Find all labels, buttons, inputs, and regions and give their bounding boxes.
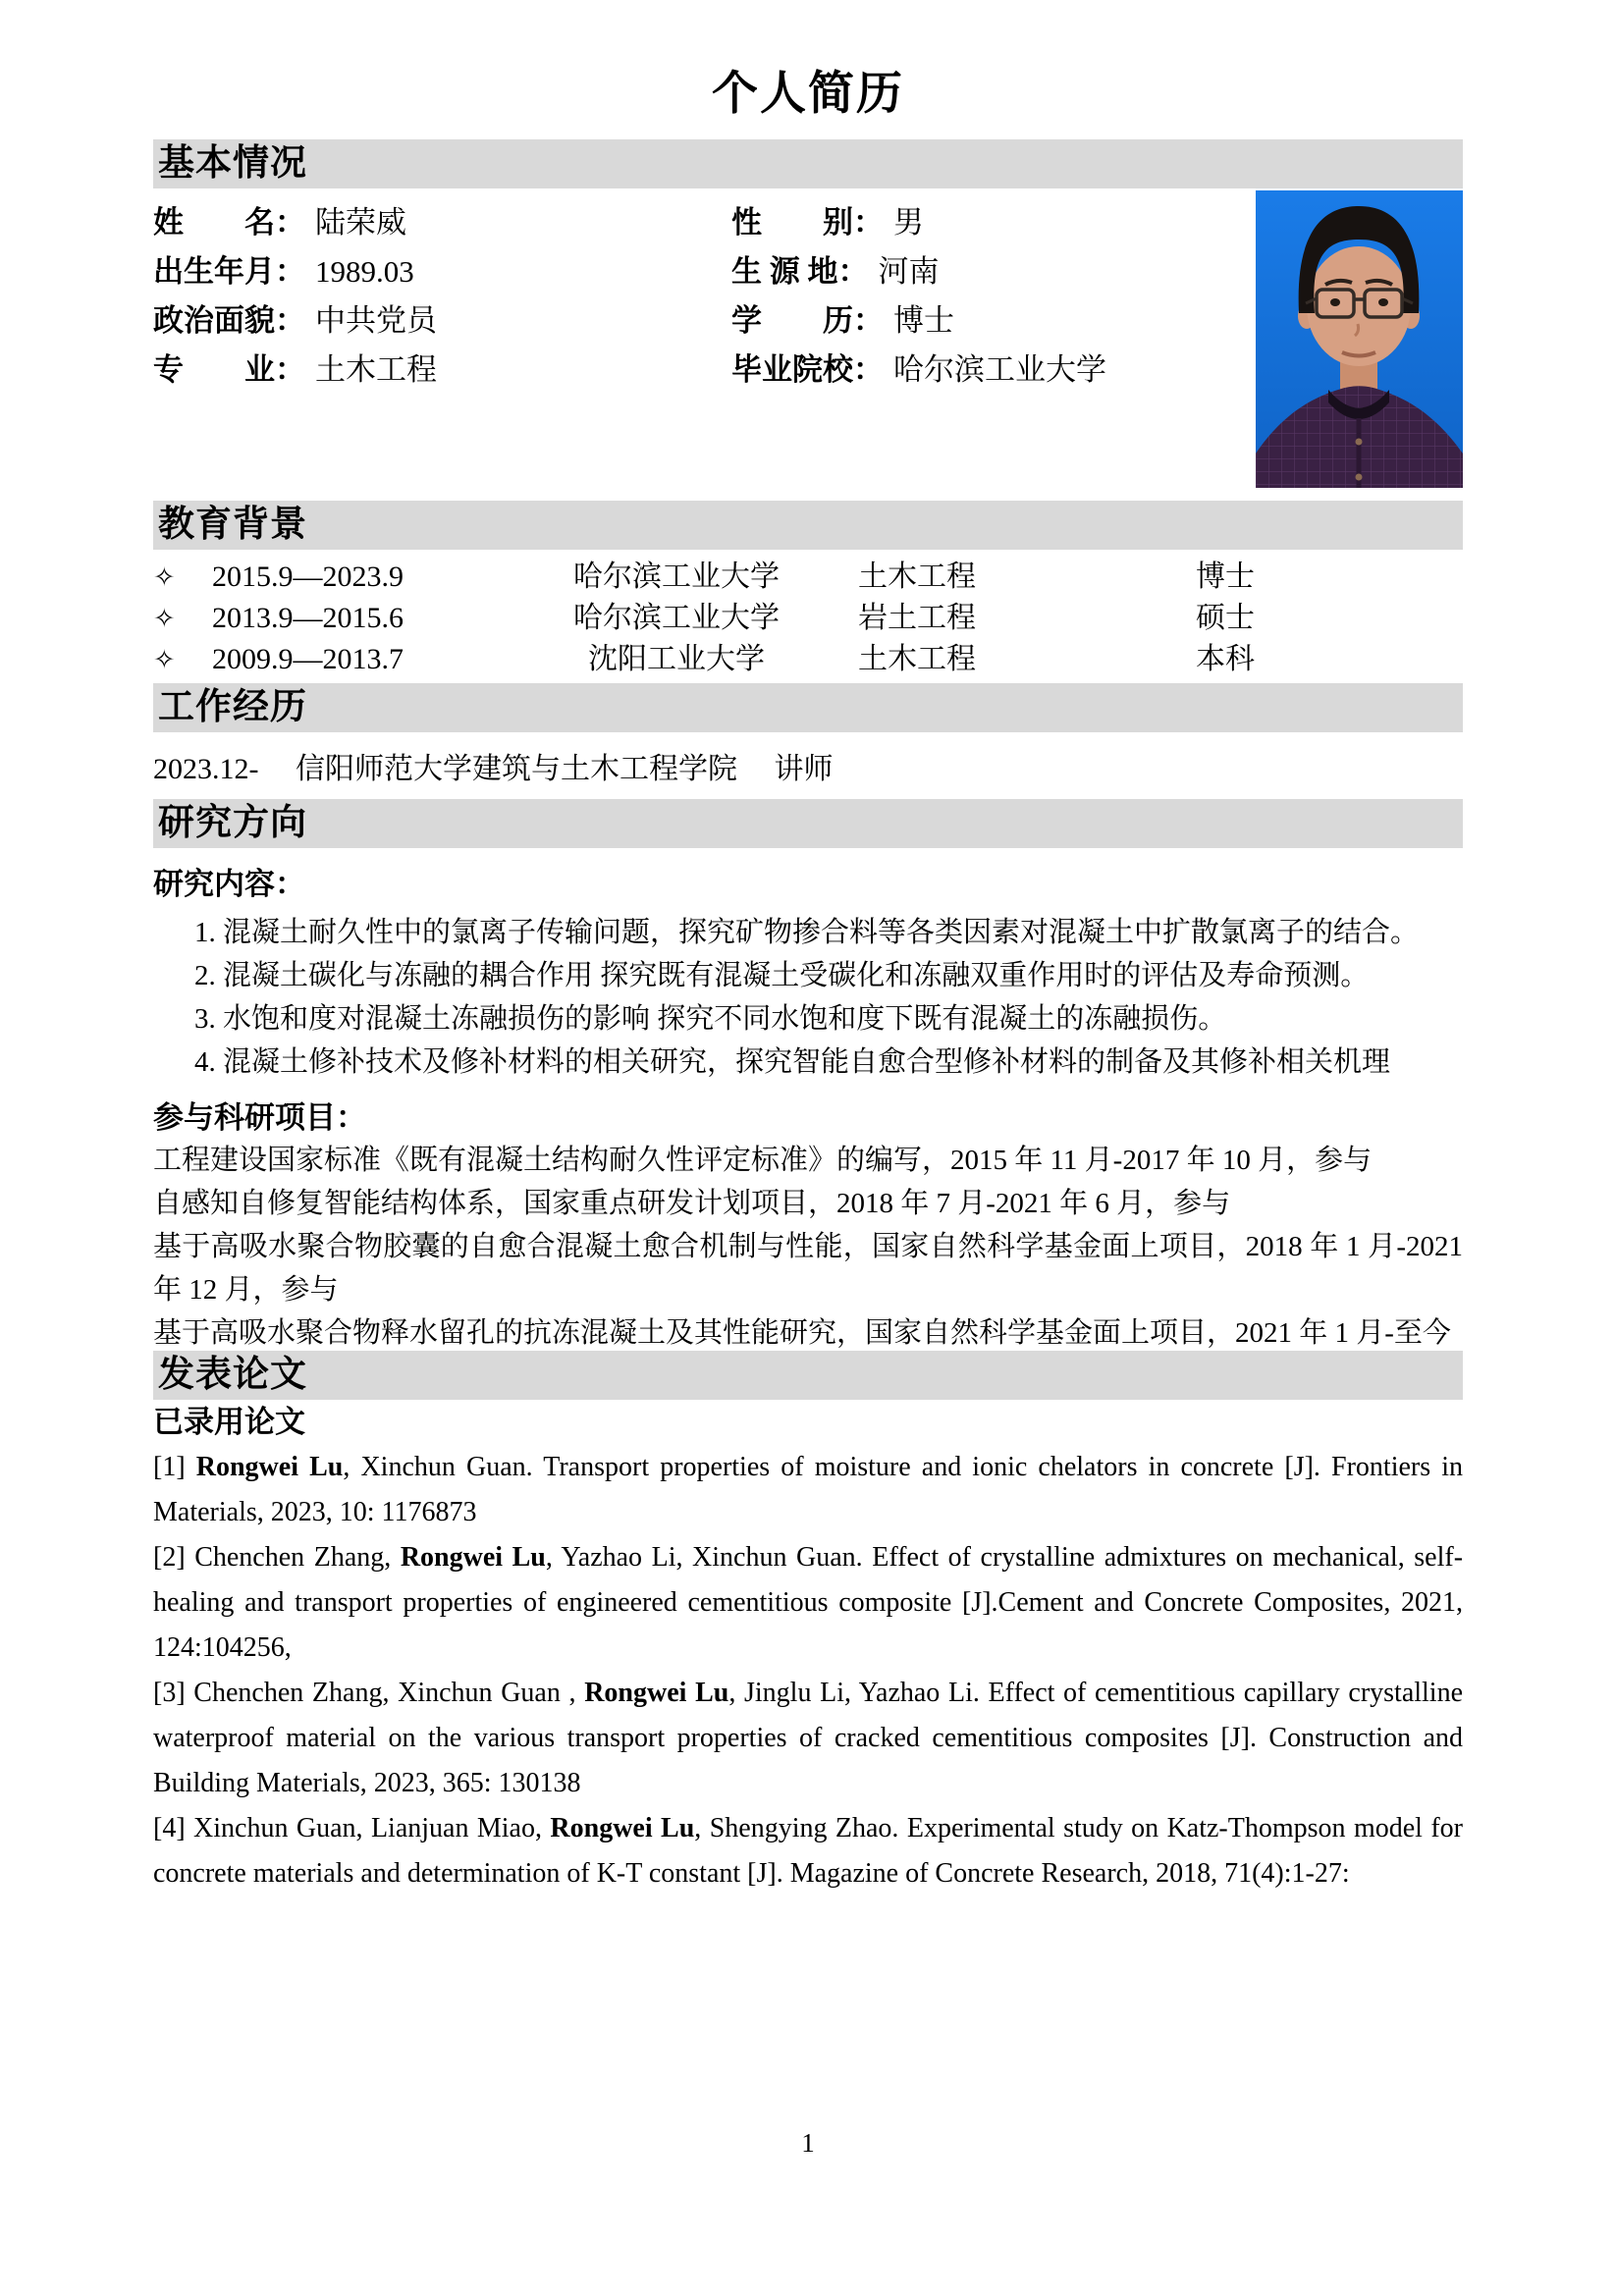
education-school: 哈尔滨工业大学 xyxy=(573,561,780,593)
education-row xyxy=(153,557,1463,598)
education-degree: 硕士 xyxy=(1196,602,1255,634)
publication-post: , Xinchun Guan. Transport properties of moisture and ionic chelators in concrete [J]. Frontiers in Materials, 2023, 10: 1176873 xyxy=(153,1452,1464,1527)
research-items xyxy=(153,911,1463,1084)
field-value-birth: 1989.03 xyxy=(315,254,414,289)
field-label-university: 毕业院校： xyxy=(731,352,884,387)
research-projects xyxy=(153,1139,1463,1355)
research-projects-label: 参与科研项目： xyxy=(153,1100,366,1135)
field-label-political: 政治面貌： xyxy=(153,303,305,338)
education-school: 哈尔滨工业大学 xyxy=(573,602,780,634)
publication-item xyxy=(153,1535,1463,1671)
basic-info-section xyxy=(153,188,1463,495)
publication-item xyxy=(153,1671,1463,1806)
education-school: 沈阳工业大学 xyxy=(588,643,765,675)
research-item: 1. 混凝土耐久性中的氯离子传输问题，探究矿物掺合料等各类因素对混凝土中扩散氯离子的结合。 xyxy=(194,917,1420,948)
diamond-bullet-icon: ✧ xyxy=(153,645,176,674)
education-period: 2013.9—2015.6 xyxy=(212,602,404,634)
publication-pre: [1] xyxy=(153,1452,196,1482)
publication-author-bold: Rongwei Lu xyxy=(400,1542,546,1573)
publication-pre: [3] Chenchen Zhang, Xinchun Guan , xyxy=(153,1678,585,1708)
field-label-name: 姓 名： xyxy=(153,205,305,240)
publication-pre: [4] Xinchun Guan, Lianjuan Miao, xyxy=(153,1813,551,1843)
publication-author-bold: Rongwei Lu xyxy=(195,1452,344,1482)
education-row xyxy=(153,598,1463,639)
page-title: 个人简历 xyxy=(712,69,904,120)
id-photo xyxy=(1256,190,1463,488)
field-value-major: 土木工程 xyxy=(315,352,437,387)
education-row xyxy=(153,639,1463,680)
section-header-basic-info: 基本情况 xyxy=(153,139,1463,188)
work-period: 2023.12- xyxy=(153,753,259,785)
education-rows xyxy=(153,557,1463,680)
field-label-birth: 出生年月： xyxy=(153,254,305,289)
diamond-bullet-icon: ✧ xyxy=(153,604,176,633)
education-major: 土木工程 xyxy=(858,561,976,593)
publication-author-bold: Rongwei Lu xyxy=(584,1678,729,1708)
field-label-degree: 学 历： xyxy=(731,303,884,338)
field-value-political: 中共党员 xyxy=(315,303,437,338)
field-label-gender: 性 别： xyxy=(731,205,884,240)
field-value-degree: 博士 xyxy=(893,303,954,338)
page-content xyxy=(153,0,1463,1896)
publication-post: , Shengying Zhao. Experimental study on Katz-Thompson model for concrete materials and determination of K-T constant [J]. Magazine of Concrete Research, 2018, 71(4):1-27: xyxy=(153,1813,1463,1889)
section-header-education: 教育背景 xyxy=(153,501,1463,550)
project-item: 基于高吸水聚合物胶囊的自愈合混凝土愈合机制与性能，国家自然科学基金面上项目，2018 年 1 月-2021 年 12 月，参与 xyxy=(153,1231,1463,1306)
work-place: 信阳师范大学建筑与土木工程学院 xyxy=(296,753,737,785)
field-label-major: 专 业： xyxy=(153,352,305,387)
page-number: 1 xyxy=(801,2128,815,2158)
publications-subheader: 已录用论文 xyxy=(153,1405,305,1439)
research-item: 4. 混凝土修补技术及修补材料的相关研究，探究智能自愈合型修补材料的制备及其修补相关机理 xyxy=(194,1046,1391,1078)
education-period: 2015.9—2023.9 xyxy=(212,561,404,593)
section-header-work: 工作经历 xyxy=(153,683,1463,732)
project-item: 自感知自修复智能结构体系，国家重点研发计划项目，2018 年 7 月-2021 年 6 月，参与 xyxy=(153,1188,1231,1219)
education-degree: 博士 xyxy=(1196,561,1255,593)
work-entry xyxy=(153,748,1463,791)
publication-item xyxy=(153,1445,1463,1535)
field-value-name: 陆荣威 xyxy=(315,205,406,240)
education-period: 2009.9—2013.7 xyxy=(212,643,404,675)
education-major: 岩土工程 xyxy=(858,602,976,634)
project-item: 工程建设国家标准《既有混凝土结构耐久性评定标准》的编写，2015 年 11 月-2017 年 10 月，参与 xyxy=(153,1145,1373,1176)
field-value-origin: 河南 xyxy=(878,254,940,289)
publication-item xyxy=(153,1806,1463,1896)
publication-list xyxy=(153,1445,1463,1896)
work-title: 讲师 xyxy=(774,753,834,785)
publication-post: , Yazhao Li, Xinchun Guan. Effect of crystalline admixtures on mechanical, self-healing and transport properties of engineered cementitious composite [J].Cement and Concrete Composites, 2021, 124:104256, xyxy=(153,1542,1464,1663)
publication-pre: [2] Chenchen Zhang, xyxy=(153,1542,401,1573)
field-value-gender: 男 xyxy=(893,205,924,240)
section-header-publications: 发表论文 xyxy=(153,1351,1463,1400)
field-label-origin: 生 源 地： xyxy=(731,254,869,289)
diamond-bullet-icon: ✧ xyxy=(153,562,176,592)
section-header-research: 研究方向 xyxy=(153,799,1463,848)
project-item: 基于高吸水聚合物释水留孔的抗冻混凝土及其性能研究，国家自然科学基金面上项目，2021 年 1 月-至今 xyxy=(153,1317,1451,1349)
education-major: 土木工程 xyxy=(858,643,976,675)
research-item: 3. 水饱和度对混凝土冻融损伤的影响 探究不同水饱和度下既有混凝土的冻融损伤。 xyxy=(194,1003,1227,1035)
field-value-university: 哈尔滨工业大学 xyxy=(893,352,1106,387)
education-degree: 本科 xyxy=(1196,643,1255,675)
research-content-label: 研究内容： xyxy=(153,867,305,901)
research-item: 2. 混凝土碳化与冻融的耦合作用 探究既有混凝土受碳化和冻融双重作用时的评估及寿命预测。 xyxy=(194,960,1370,991)
publication-post: , Jinglu Li, Yazhao Li. Effect of cementitious capillary crystalline waterproof material on the various transport properties of cracked cementitious composites [J]. Construction and Building Materials, 2023, 365: 130138 xyxy=(153,1678,1464,1798)
publication-author-bold: Rongwei Lu xyxy=(550,1813,695,1843)
